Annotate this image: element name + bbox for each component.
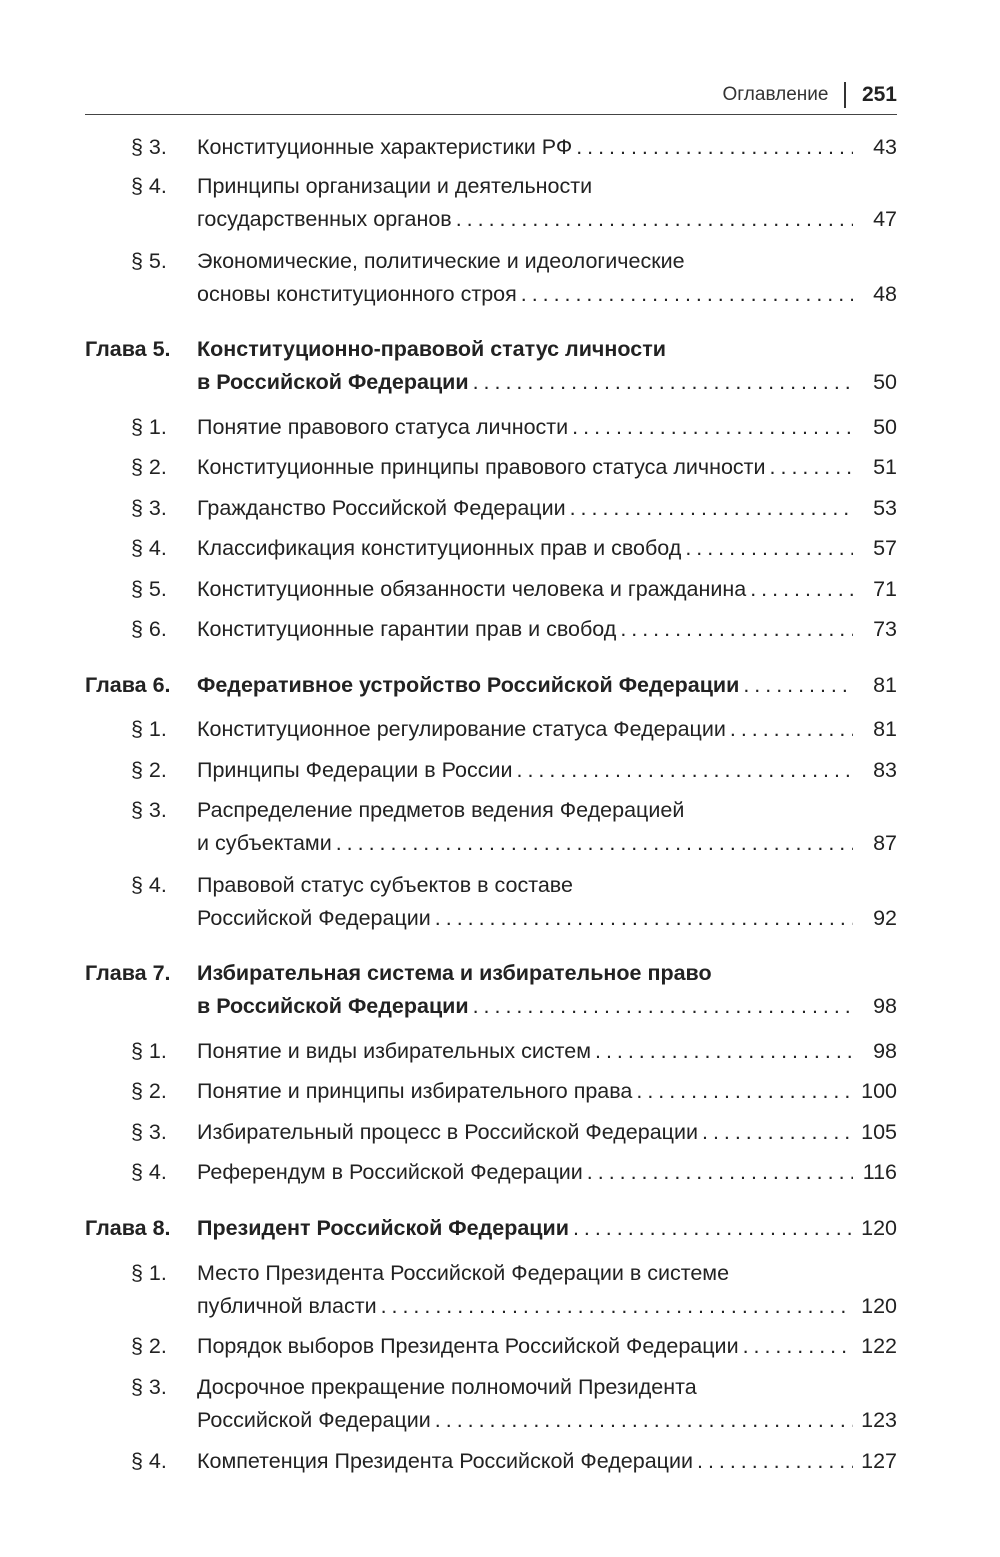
- entry-title: Федеративное устройство Российской Федерации: [197, 673, 740, 697]
- entry-page-number: 92: [873, 906, 897, 930]
- entry-title: Конституционные гарантии прав и свобод: [197, 617, 617, 641]
- entry-number: § 2.: [131, 455, 167, 479]
- entry-number: § 2.: [131, 758, 167, 782]
- entry-title: Президент Российской Федерации: [197, 1216, 569, 1240]
- dot-leader: [697, 1445, 853, 1478]
- toc-chapter-entry: [85, 669, 897, 702]
- entry-page-number: 47: [873, 207, 897, 231]
- toc-section-entry: [85, 1156, 897, 1189]
- entry-title: в Российской Федерации: [197, 994, 469, 1018]
- entry-title: Распределение предметов ведения Федерацией: [197, 798, 685, 822]
- dot-leader: [573, 1212, 853, 1245]
- entry-number: Глава 5.: [85, 337, 171, 361]
- entry-title: Референдум в Российской Федерации: [197, 1160, 583, 1184]
- entry-number: § 3.: [131, 1120, 167, 1144]
- dot-leader: [336, 827, 853, 860]
- entry-number: § 4.: [131, 174, 167, 198]
- entry-title: Конституционные принципы правового статуса личности: [197, 455, 766, 479]
- toc-section-entry: [85, 869, 897, 935]
- entry-page-number: 120: [861, 1216, 897, 1240]
- dot-leader: [620, 613, 853, 646]
- entry-number: § 5.: [131, 577, 167, 601]
- entry-title: Правовой статус субъектов в составе: [197, 873, 573, 897]
- entry-page-number: 50: [873, 370, 897, 394]
- entry-number: § 1.: [131, 415, 167, 439]
- entry-title: Гражданство Российской Федерации: [197, 496, 566, 520]
- toc-section-entry: [85, 1330, 897, 1363]
- entry-page-number: 71: [873, 577, 897, 601]
- entry-page-number: 50: [873, 415, 897, 439]
- dot-leader: [730, 713, 853, 746]
- toc-section-entry: [85, 1257, 897, 1323]
- dot-leader: [702, 1116, 853, 1149]
- entry-title: в Российской Федерации: [197, 370, 469, 394]
- entry-page-number: 43: [873, 135, 897, 159]
- entry-title: Понятие и принципы избирательного права: [197, 1079, 633, 1103]
- entry-title: Избирательный процесс в Российской Федерации: [197, 1120, 698, 1144]
- entry-title: Конституционные характеристики РФ: [197, 135, 573, 159]
- entry-number: § 6.: [131, 617, 167, 641]
- entry-title: Понятие правового статуса личности: [197, 415, 569, 439]
- dot-leader: [587, 1156, 853, 1189]
- toc-section-entry: [85, 613, 897, 646]
- entry-number: § 1.: [131, 717, 167, 741]
- entry-number: § 3.: [131, 1375, 167, 1399]
- entry-number: § 4.: [131, 1160, 167, 1184]
- entry-number: § 2.: [131, 1079, 167, 1103]
- entry-page-number: 105: [861, 1120, 897, 1144]
- toc-section-entry: [85, 713, 897, 746]
- entry-title: Конституционные обязанности человека и гражданина: [197, 577, 747, 601]
- dot-leader: [636, 1075, 853, 1108]
- entry-number: § 3.: [131, 496, 167, 520]
- toc-chapter-entry: [85, 957, 897, 1023]
- entry-title: Порядок выборов Президента Российской Федерации: [197, 1334, 739, 1358]
- entry-number: § 3.: [131, 135, 167, 159]
- entry-title: Принципы организации и деятельности: [197, 174, 593, 198]
- dot-leader: [435, 902, 853, 935]
- entry-page-number: 53: [873, 496, 897, 520]
- dot-leader: [576, 131, 853, 164]
- entry-title: публичной власти: [197, 1294, 377, 1318]
- entry-number: § 2.: [131, 1334, 167, 1358]
- toc-section-entry: [85, 411, 897, 444]
- dot-leader: [435, 1404, 853, 1437]
- entry-number: Глава 7.: [85, 961, 171, 985]
- entry-page-number: 87: [873, 831, 897, 855]
- entry-number: § 4.: [131, 873, 167, 897]
- dot-leader: [743, 669, 853, 702]
- toc-chapter-entry: [85, 1212, 897, 1245]
- entry-title: Компетенция Президента Российской Федерации: [197, 1449, 693, 1473]
- toc-section-entry: [85, 492, 897, 525]
- dot-leader: [572, 411, 853, 444]
- dot-leader: [381, 1290, 853, 1323]
- dot-leader: [750, 573, 853, 606]
- entry-number: § 1.: [131, 1261, 167, 1285]
- dot-leader: [570, 492, 853, 525]
- entry-title: Принципы Федерации в России: [197, 758, 513, 782]
- entry-page-number: 73: [873, 617, 897, 641]
- entry-number: § 1.: [131, 1039, 167, 1063]
- toc-section-entry: [85, 131, 897, 164]
- toc-section-entry: [85, 1035, 897, 1068]
- entry-page-number: 100: [861, 1079, 897, 1103]
- entry-title: Досрочное прекращение полномочий Президента: [197, 1375, 697, 1399]
- toc-section-entry: [85, 573, 897, 606]
- toc-section-entry: [85, 532, 897, 565]
- running-header-section: Оглавление: [722, 84, 829, 105]
- entry-page-number: 51: [873, 455, 897, 479]
- entry-page-number: 81: [873, 673, 897, 697]
- entry-page-number: 57: [873, 536, 897, 560]
- entry-title: и субъектами: [197, 831, 332, 855]
- toc-section-entry: [85, 1075, 897, 1108]
- entry-title: Экономические, политические и идеологические: [197, 249, 685, 273]
- entry-page-number: 116: [862, 1160, 897, 1184]
- entry-number: § 5.: [131, 249, 167, 273]
- entry-page-number: 98: [873, 994, 897, 1018]
- entry-page-number: 98: [873, 1039, 897, 1063]
- entry-title: Место Президента Российской Федерации в системе: [197, 1261, 730, 1285]
- entry-page-number: 123: [861, 1408, 897, 1432]
- dot-leader: [595, 1035, 853, 1068]
- entry-title: Классификация конституционных прав и свобод: [197, 536, 682, 560]
- entry-title: основы конституционного строя: [197, 282, 517, 306]
- toc-section-entry: [85, 1116, 897, 1149]
- entry-number: § 4.: [131, 1449, 167, 1473]
- dot-leader: [473, 990, 853, 1023]
- toc-section-entry: [85, 451, 897, 484]
- dot-leader: [521, 278, 853, 311]
- dot-leader: [456, 203, 853, 236]
- toc-section-entry: [85, 1445, 897, 1478]
- header-divider: [844, 82, 846, 108]
- dot-leader: [685, 532, 853, 565]
- entry-title: Понятие и виды избирательных систем: [197, 1039, 591, 1063]
- toc-section-entry: [85, 794, 897, 860]
- dot-leader: [473, 366, 853, 399]
- entry-page-number: 120: [861, 1294, 897, 1318]
- entry-number: § 4.: [131, 536, 167, 560]
- entry-page-number: 127: [861, 1449, 897, 1473]
- entry-number: § 3.: [131, 798, 167, 822]
- page-number: 251: [861, 83, 897, 106]
- toc-section-entry: [85, 170, 897, 236]
- toc-section-entry: [85, 245, 897, 311]
- dot-leader: [743, 1330, 853, 1363]
- toc-chapter-entry: [85, 333, 897, 399]
- entry-page-number: 48: [873, 282, 897, 306]
- toc-section-entry: [85, 1371, 897, 1437]
- entry-page-number: 83: [873, 758, 897, 782]
- entry-number: Глава 8.: [85, 1216, 171, 1240]
- dot-leader: [517, 754, 853, 787]
- dot-leader: [770, 451, 853, 484]
- entry-page-number: 122: [861, 1334, 897, 1358]
- toc-section-entry: [85, 754, 897, 787]
- entry-title: Российской Федерации: [197, 1408, 431, 1432]
- entry-title: Конституционное регулирование статуса Федерации: [197, 717, 726, 741]
- entry-title: Избирательная система и избирательное право: [197, 961, 712, 985]
- entry-page-number: 81: [873, 717, 897, 741]
- entry-title: Конституционно-правовой статус личности: [197, 337, 666, 361]
- running-header: [85, 80, 897, 115]
- entry-title: Российской Федерации: [197, 906, 431, 930]
- entry-number: Глава 6.: [85, 673, 171, 697]
- entry-title: государственных органов: [197, 207, 452, 231]
